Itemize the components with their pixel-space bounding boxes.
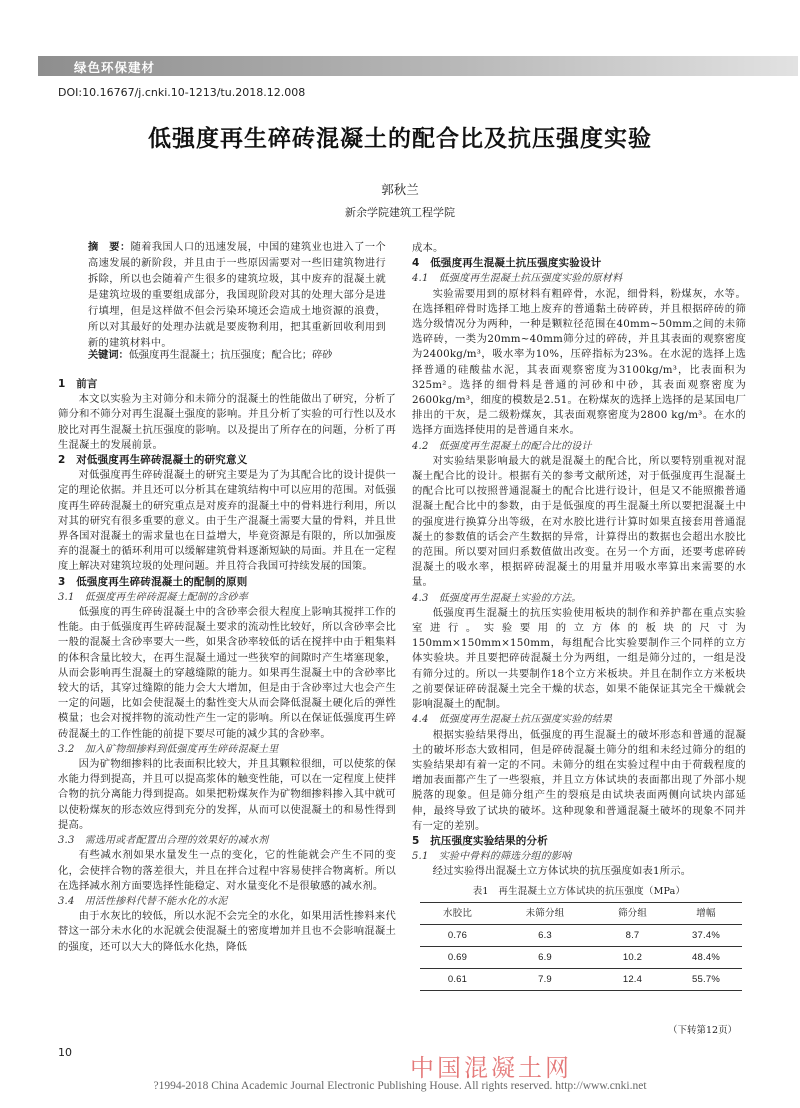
- table-header-row: [420, 902, 742, 924]
- paragraph: 成本。: [412, 242, 444, 254]
- right-column: [412, 241, 746, 991]
- table-header-cell: 水胶比: [420, 902, 495, 924]
- table-cell: 6.3: [495, 924, 595, 946]
- copyright-footer: ?1994-2018 China Academic Journal Electronic Publishing House. All rights reserved. http://www.cnki.net: [153, 1080, 647, 1092]
- section-label: 绿色环保建材: [74, 60, 156, 75]
- affiliation: 新余学院建筑工程学院: [345, 206, 455, 219]
- keywords-label: 关键词：: [88, 350, 129, 361]
- table-row: [420, 924, 742, 946]
- subsection-heading: 3.2 加入矿物细掺料到低强度再生碎砖混凝土里: [58, 743, 279, 755]
- doi[interactable]: DOI:10.16767/j.cnki.10-1213/tu.2018.12.008: [58, 86, 306, 99]
- paragraph: 由于水灰比的较低，所以水泥不会完全的水化，如果用活性掺料来代替这一部分未水化的水泥就会使混凝土的密度增加并且也不会影响混凝土的强度，还可以大大的降低水化热，降低: [58, 910, 396, 953]
- table-header-cell: 未筛分组: [495, 902, 595, 924]
- table-cell: 7.9: [495, 968, 595, 990]
- subsection-heading: 4.1 低强度再生混凝土抗压强度实验的原材料: [412, 273, 623, 285]
- table-cell: 0.69: [420, 946, 495, 968]
- subsection-heading: 3.4 用活性掺料代替不能水化的水泥: [58, 895, 228, 907]
- paragraph: 根据实验结果得出，低强度的再生混凝土的破坏形态和普通的混凝土的破坏形态大致相同，但是碎砖混凝土筛分的组和未经过筛分的组的实验结果却有着一定的不同。未筛分的组在实验过程中由于荷载程度的增加表面都产生了一些裂痕，并且立方体试块的表面都出现了外部小规脱落的现象。但是筛分组产生的裂痕是由试块表面两侧向试块内部延伸，最终导致了试块的破坏。这种现象和普通混凝土破坏的现象不同并有一定的差别。: [412, 728, 746, 832]
- table-cell: 6.9: [495, 946, 595, 968]
- continued-note: （下转第12页）: [668, 1025, 738, 1036]
- author: 郭秋兰: [381, 182, 419, 197]
- subsection-heading: 3.3 需选用或者配置出合理的效果好的减水剂: [58, 835, 269, 847]
- subsection-heading: 3.1 低强度再生碎砖混凝土配制的含砂率: [58, 591, 248, 603]
- paragraph: 有些减水剂如果水量发生一点的变化，它的性能就会产生不同的变化，会使拌合物的落差很大，并且在拌合过程中容易使拌合物离析。所以在选择减水剂方面要选择性能稳定、对水量变化不是很敏感的减水剂。: [58, 849, 396, 892]
- left-column: [58, 377, 396, 955]
- table-caption: 表1 再生混凝土立方体试块的抗压强度（MPa）: [472, 885, 686, 897]
- table-row: [420, 946, 742, 968]
- subsection-heading: 4.4 低强度再生混凝土抗压强度实验的结果: [412, 714, 613, 726]
- subsection-heading: 5.1 实验中骨料的筛选分组的影响: [412, 851, 572, 863]
- paragraph: 对实验结果影响最大的就是混凝土的配合比，所以要特别重视对混凝土配合比的设计。根据有关的参考文献所述，对于低强度再生混凝土的配合比可以按照普通混凝土的配合比进行设计，但是又不能照搬普通混凝土配合比中的参数，由于是低强度的再生混凝土所以要把混凝土中的强度进行换算分出等级，在对水胶比进行计算时如果直接套用普通混凝土的参数值的话会产生数据的异常，计算得出的数据也会超出水胶比的范围。所以要对回归系数值做出改变。在另一个方面，还要考虑碎砖混凝土的吸水率，根据碎砖混凝土的用量并用吸水率算出来需要的水量。: [412, 454, 746, 589]
- table-cell: 10.2: [595, 946, 670, 968]
- table-cell: 12.4: [595, 968, 670, 990]
- paragraph: 因为矿物细掺料的比表面积比较大，并且其颗粒很细，可以使浆的保水能力得到提高，并且可以提高浆体的触变性能，可以在一定程度上使拌合物的抗分离能力得到提高。如果把粉煤灰作为矿物细掺料掺入其中就可以使粉煤灰的形态效应得到充分的发挥，从而可以使混凝土的和易性得到提高。: [58, 758, 396, 831]
- paragraph: 本文以实验为主对筛分和未筛分的混凝土的性能做出了研究，分析了筛分和不筛分对再生混凝土强度的影响。并且分析了实验的可行性以及水胶比对再生混凝土抗压强度的影响。以及提出了所存在的问题，分析了再生混凝土的发展前景。: [58, 393, 396, 451]
- results-table: [420, 902, 742, 991]
- abstract-label: 摘 要：: [88, 242, 131, 253]
- paragraph: 对低强度再生碎砖混凝土的研究主要是为了为其配合比的设计提供一定的理论依据。并且还可以分析其在建筑结构中可以应用的范围。对低强度再生碎砖混凝土的研究重点是对废弃的混凝土中的骨料进行利用，所以对其的研究有很多重要的意义。由于生产混凝土需要大量的骨料，并且世界各国对混凝土的需求量也在日益增大，毕竟资源是有限的，所以加强废弃的混凝土的循环利用可以缓解建筑骨料逐渐短缺的局面。并且在一定程度上解决对建筑垃圾的处理问题。并且符合我国可持续发展的国策。: [58, 469, 396, 573]
- article-title: 低强度再生碎砖混凝土的配合比及抗压强度实验: [148, 125, 652, 152]
- abstract: [88, 240, 386, 352]
- table-cell: 55.7%: [670, 968, 742, 990]
- table-header-cell: 增幅: [670, 902, 742, 924]
- table-cell: 0.76: [420, 924, 495, 946]
- section-heading: 4 低强度再生混凝土抗压强度实验设计: [412, 257, 602, 270]
- keywords-text: 低强度再生混凝土；抗压强度；配合比；碎砂: [128, 350, 333, 361]
- paragraph: 经过实验得出混凝土立方体试块的抗压强度如表1所示。: [432, 865, 692, 878]
- paragraph: 实验需要用到的原材料有粗碎骨，水泥，细骨料，粉煤灰，水等。在选择粗碎骨时选择工地上废弃的普通黏土砖碎砖，并且根据碎砖的筛选分级情况分为两种，一种是颗粒径范围在40mm~50mm之间的未筛选碎砖，一类为20mm~40mm筛分过的碎砖，并且其表面的观察密度为2400kg/m³，吸水率为10%，压碎指标为23%。在水泥的选择上选择普通的硅酸盐水泥，其表面观察密度为3100kg/m³，比表面积为325m²。选择的细骨料是普通的河砂和中砂，其表面观察密度为2600kg/m³，细度的模数是2.51。在粉煤灰的选择上选择的是某国电厂排出的干灰，是二级粉煤灰，其表面观察密度为2800 kg/m³。在水的选择方面选择使用的是普通自来水。: [412, 287, 746, 437]
- subsection-heading: 4.3 低强度再生混凝土实验的方法。: [412, 592, 582, 604]
- table-header-cell: 筛分组: [595, 902, 670, 924]
- section-heading: 2 对低强度再生碎砖混凝土的研究意义: [58, 454, 248, 467]
- table-cell: 48.4%: [670, 946, 742, 968]
- page-number: 10: [58, 1046, 72, 1059]
- table-cell: 37.4%: [670, 924, 742, 946]
- table-cell: 0.61: [420, 968, 495, 990]
- section-heading: 3 低强度再生碎砖混凝土的配制的原则: [58, 575, 248, 588]
- paragraph: 低强度的再生碎砖混凝土中的含砂率会很大程度上影响其搅拌工作的性能。由于低强度再生碎砖混凝土要求的流动性比较好，所以含砂率会比一般的混凝土含砂率要大一些，如果含砂率较低的话在搅拌中由于粗集料的体积含量比较大，在再生混凝土通过一些狭窄的间隙时产生堵塞现象，从而会影响再生混凝土的穿越缝隙的能力。如果再生混凝土中的含砂率比较大的话，其穿过缝隙的能力会大大增加，但是由于含砂率过大也会产生一定的问题，比如会使混凝土的黏性变大从而会降低混凝土硬化后的弹性模量；也会对搅拌物的流动性产生一定的影响。所以在保证低强度再生碎砖混凝土的工作性能的前提下要尽可能的减少其的含砂率。: [58, 606, 396, 740]
- paragraph: 低强度再生混凝土的抗压实验使用板块的制作和养护都在重点实验室进行。实验要用的立方体的板块的尺寸为150mm×150mm×150mm，每组配合比实验要制作三个同样的立方体实验块。并且要把碎砖混凝土分为两组，一组是筛分过的，一组是没有筛分过的。所以一共要制作18个立方米板块。并且在制作立方米板块之前要保证碎砖混凝土完全干燥的状态，如果不能保证其完全干燥就会影响混凝土的配制。: [412, 606, 746, 711]
- section-banner: [38, 56, 798, 76]
- subsection-heading: 4.2 低强度再生混凝土的配合比的设计: [412, 440, 592, 452]
- watermark: 中国混凝土网: [410, 1054, 572, 1082]
- section-heading: 5 抗压强度实验结果的分析: [412, 834, 548, 847]
- section-heading: 1 前言: [58, 378, 98, 390]
- abstract-text: 随着我国人口的迅速发展，中国的建筑业也进入了一个高速发展的新阶段，并且由于一些原因需要对一些旧建筑物进行拆除，所以也会随着产生很多的建筑垃圾，其中废弃的混凝土就是建筑垃圾的重要组成部分，我国现阶段对其的处理大部分是进行填埋，但是这样做不但会污染环境还会造成土地资源的浪费，所以对其最好的处理办法就是要废物利用，把其重新回收利用到新的建筑材料中。: [88, 242, 386, 349]
- keywords: [88, 346, 388, 361]
- table-row: [420, 968, 742, 990]
- table-cell: 8.7: [595, 924, 670, 946]
